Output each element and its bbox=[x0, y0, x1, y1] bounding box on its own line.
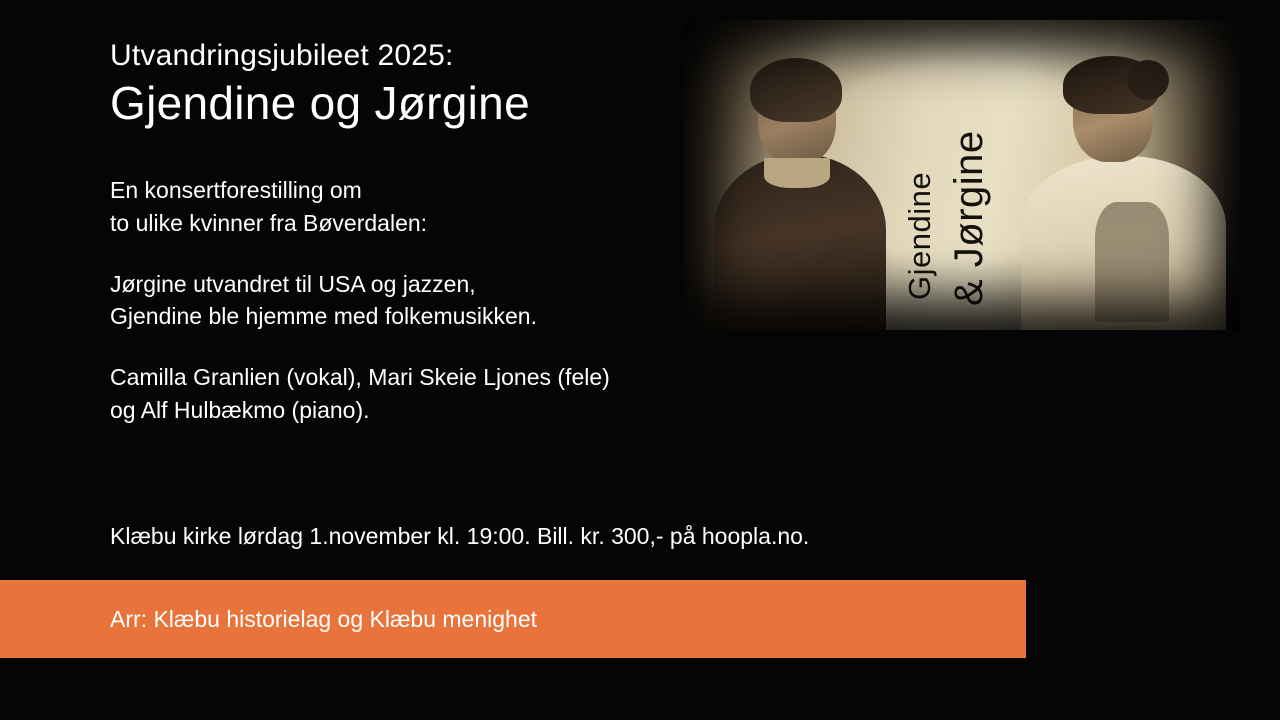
organizer-banner-text: Arr: Klæbu historielag og Klæbu menighet bbox=[110, 605, 538, 632]
woman-figure-left bbox=[706, 62, 896, 330]
paragraph-2-line-2: Gjendine ble hjemme med folkemusikken. bbox=[110, 303, 537, 330]
cover-photo-title bbox=[902, 44, 1032, 306]
figure-right-sash bbox=[1095, 202, 1169, 322]
figure-left-hair bbox=[750, 58, 842, 122]
figure-right-hair-bun bbox=[1127, 60, 1169, 100]
cover-photo-image bbox=[684, 20, 1240, 330]
cover-title-line-2: & Jørgine bbox=[947, 130, 991, 306]
paragraph-1-line-2: to ulike kvinner fra Bøverdalen: bbox=[110, 209, 428, 236]
venue-and-ticket-info: Klæbu kirke lørdag 1.november kl. 19:00. Bill. kr. 300,- på hoopla.no. bbox=[110, 523, 810, 549]
cover-title-line-1: Gjendine bbox=[902, 171, 937, 300]
cover-photo bbox=[684, 20, 1240, 330]
woman-figure-right bbox=[1015, 52, 1230, 330]
slide-text-block bbox=[110, 38, 670, 426]
paragraph-3-line-1: Camilla Granlien (vokal), Mari Skeie Ljones (fele) bbox=[110, 363, 610, 390]
figure-left-collar bbox=[764, 158, 830, 188]
organizer-banner bbox=[0, 580, 1026, 658]
page-title: Gjendine og Jørgine bbox=[110, 77, 530, 129]
paragraph-2-line-1: Jørgine utvandret til USA og jazzen, bbox=[110, 270, 476, 297]
slide-eyebrow: Utvandringsjubileet 2025: bbox=[110, 39, 454, 72]
paragraph-1-line-1: En konsertforestilling om bbox=[110, 177, 362, 204]
paragraph-3-line-2: og Alf Hulbækmo (piano). bbox=[110, 396, 370, 423]
